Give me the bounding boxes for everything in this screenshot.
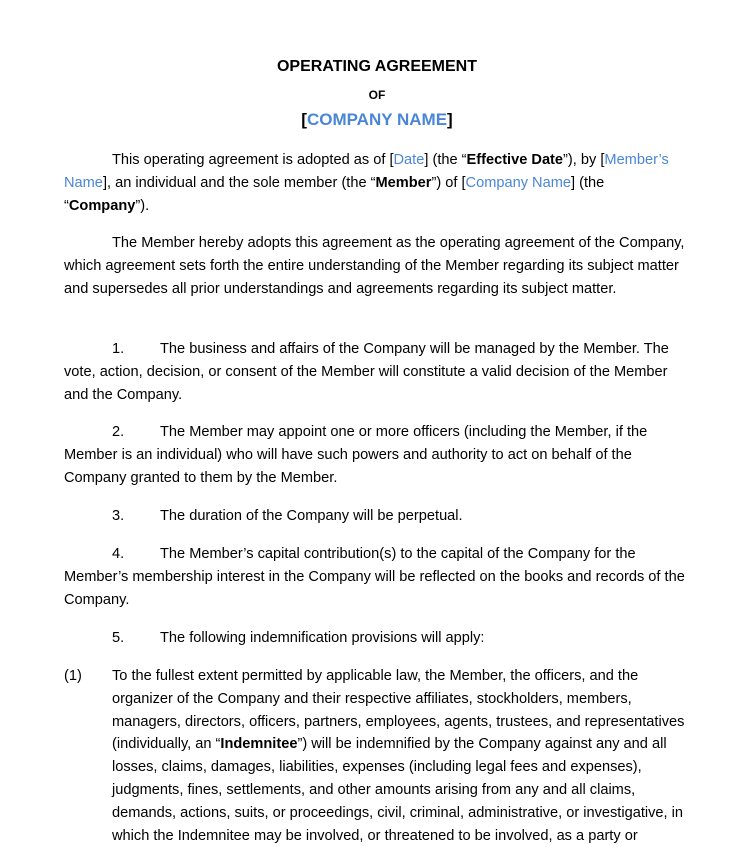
effective-date-term: Effective Date: [466, 152, 564, 168]
sub-clause-text: [112, 665, 690, 847]
clause-number: 5.: [112, 630, 125, 646]
clause-text: The Member may appoint one or more officers (including the Member, if the Member is an individual) who will have such powers and authority to act on behalf of the Company granted to them by the Member.: [64, 424, 648, 486]
intro-paragraph: [64, 149, 690, 217]
intro-text: ”) of [: [431, 174, 466, 191]
clause-number: 4.: [112, 546, 125, 562]
intro-text: ”), by [: [563, 152, 605, 168]
clause-number: 1.: [112, 341, 125, 357]
sub-clause-label: (1): [64, 668, 82, 684]
sub-clause-1: [64, 665, 690, 847]
clause-1: [64, 338, 690, 406]
document-subtitle-of: OF: [368, 88, 386, 102]
bracket-open: [: [301, 110, 307, 129]
intro-text: This operating agreement is adopted as of [: [112, 152, 394, 168]
clause-text: The Member’s capital contribution(s) to the capital of the Company for the Member’s membership interest in the Company will be reflected on the books and records of the Company.: [64, 546, 685, 608]
intro-text: ] (the “: [64, 174, 605, 214]
intro-text: ] (the “: [424, 152, 467, 168]
members-name-placeholder: Member’s Name: [64, 152, 669, 191]
clause-2: [64, 421, 690, 489]
clause-4: [64, 543, 690, 611]
bracket-close: ]: [447, 110, 453, 129]
document-title: OPERATING AGREEMENT: [276, 58, 477, 75]
company-name-heading: [0, 110, 754, 130]
clause-3: [64, 505, 690, 528]
indemnitee-term: Indemnitee: [220, 736, 298, 753]
adoption-paragraph: The Member hereby adopts this agreement as the operating agreement of the Company, which agreement sets forth the entire understanding of the Member regarding its subject matter and supersedes all prior understandings and agreements regarding its subject matter.: [64, 235, 685, 297]
company-term: Company: [68, 197, 136, 214]
date-placeholder: Date: [393, 152, 425, 168]
company-name-placeholder-inline: Company Name: [465, 174, 571, 191]
clause-number: 2.: [112, 424, 125, 440]
clause-text: The business and affairs of the Company will be managed by the Member. The vote, action, decision, or consent of the Member will constitute a valid decision of the Member and the Company.: [64, 341, 669, 403]
clause-number: 3.: [112, 508, 125, 524]
sub-clause-text-a: To the fullest extent permitted by applicable law, the Member, the officers, and the organizer of the Company and their respective affiliates, stockholders, members, managers, directors, officers, partners, employees, agents, trustees, and representatives (individually, an “: [112, 668, 685, 753]
member-term: Member: [375, 174, 432, 191]
sub-clause-text-b: ”) will be indemnified by the Company against any and all losses, claims, damages, liabilities, expenses (including legal fees and expenses), judgments, fines, settlements, and other amounts arising from any and all claims, demands, actions, suits, or proceedings, civil, criminal, administrative, or investigative, in which the Indemnitee may be involved, or threatened to be involved, as a party or: [112, 736, 684, 844]
intro-text: ”).: [135, 197, 150, 214]
clause-text: The following indemnification provisions will apply:: [160, 630, 485, 646]
clause-text: The duration of the Company will be perpetual.: [160, 508, 463, 524]
company-name-placeholder: COMPANY NAME: [306, 110, 448, 129]
intro-text: ], an individual and the sole member (the “: [102, 174, 376, 191]
clause-5: [64, 627, 690, 650]
